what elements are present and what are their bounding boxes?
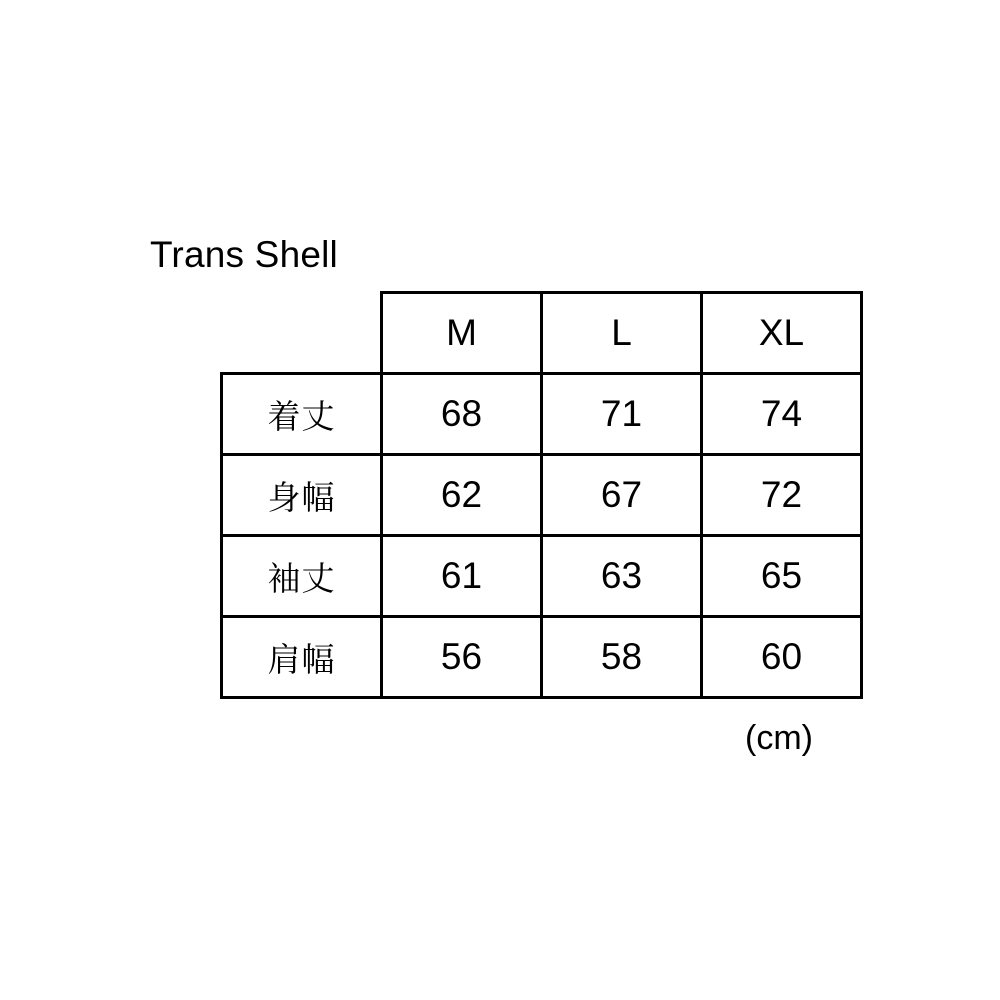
row-label-kitake: 着丈: [222, 374, 382, 455]
column-header-xl: XL: [702, 293, 862, 374]
unit-note: (cm): [745, 719, 813, 757]
row-label-mihaba: 身幅: [222, 455, 382, 536]
cell-mihaba-m: 62: [382, 455, 542, 536]
row-label-sodetake: 袖丈: [222, 536, 382, 617]
cell-sodetake-l: 63: [542, 536, 702, 617]
table-row: [222, 536, 862, 617]
table-row: [222, 374, 862, 455]
cell-sodetake-m: 61: [382, 536, 542, 617]
column-header-l: L: [542, 293, 702, 374]
cell-kitake-m: 68: [382, 374, 542, 455]
cell-sodetake-xl: 65: [702, 536, 862, 617]
cell-katahaba-m: 56: [382, 617, 542, 698]
cell-katahaba-xl: 60: [702, 617, 862, 698]
table-header-row: [222, 293, 862, 374]
table-row: [222, 455, 862, 536]
cell-katahaba-l: 58: [542, 617, 702, 698]
cell-mihaba-l: 67: [542, 455, 702, 536]
cell-mihaba-xl: 72: [702, 455, 862, 536]
row-label-katahaba: 肩幅: [222, 617, 382, 698]
column-header-m: M: [382, 293, 542, 374]
size-table: [220, 291, 863, 699]
table-row: [222, 617, 862, 698]
page-title: Trans Shell: [150, 234, 338, 275]
table-corner-cell: [222, 293, 382, 374]
cell-kitake-xl: 74: [702, 374, 862, 455]
cell-kitake-l: 71: [542, 374, 702, 455]
